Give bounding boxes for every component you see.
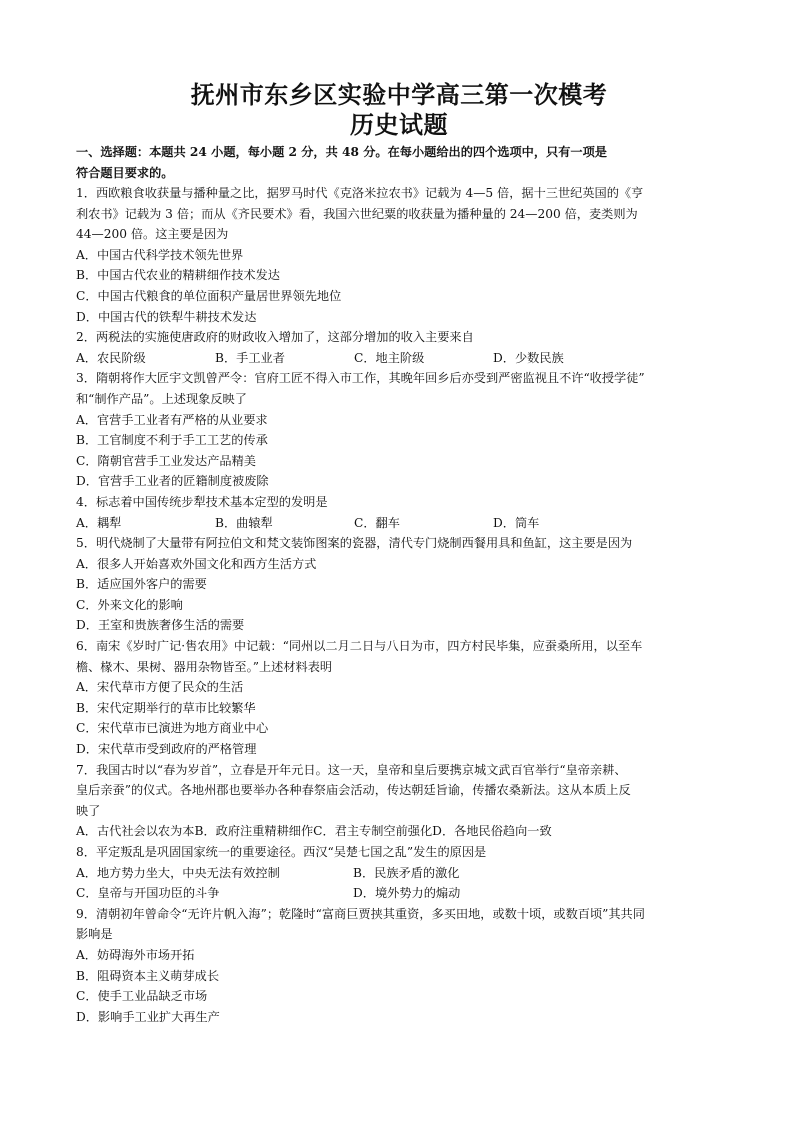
option-d[interactable]: D．中国古代的铁犁牛耕技术发达	[76, 309, 257, 324]
question-6	[76, 636, 722, 760]
question-stem: 利农书》记载为 3 倍；而从《齐民要术》看，我国六世纪粟的收获量为播种量的 24—200 倍，麦类则为	[76, 206, 638, 221]
option-d[interactable]: D．王室和贵族奢侈生活的需要	[76, 618, 245, 633]
question-stem: 6．南宋《岁时广记·售农用》中记载：“同州以二月二日与八日为市，四方村民毕集，应蚕桑所用，以至车	[76, 639, 643, 654]
section-heading: 一、选择题：本题共 24 小题，每小题 2 分，共 48 分。在每小题给出的四个选项中，只有一项是 符合题目要求的。	[76, 145, 607, 180]
question-4	[76, 492, 722, 533]
exam-title: 抚州市东乡区实验中学高三第一次模考	[190, 80, 608, 109]
option-b[interactable]: B．工官制度不利于手工工艺的传承	[76, 433, 268, 448]
question-stem: 皇后亲蚕”的仪式。各地州郡也要举办各种春祭庙会活动，传达朝廷旨谕，传播农桑新法。这从本质上反	[76, 783, 631, 798]
exam-subtitle: 历史试题	[350, 110, 448, 139]
option-c[interactable]: C．翻车	[354, 515, 400, 530]
question-stem: 檐、椽木、果树、器用杂物皆至。”上述材料表明	[76, 659, 333, 674]
option-b[interactable]: B．曲辕犁	[215, 515, 273, 530]
option-a[interactable]: A．耦犁	[76, 515, 122, 530]
option-d[interactable]: D．境外势力的煽动	[353, 886, 461, 901]
option-a[interactable]: A．很多人开始喜欢外国文化和西方生活方式	[76, 556, 317, 571]
question-1	[76, 183, 722, 327]
option-c[interactable]: C．使手工业品缺乏市场	[76, 989, 208, 1004]
options-row	[76, 863, 722, 884]
option-d[interactable]: D．影响手工业扩大再生产	[76, 1009, 220, 1024]
question-stem: 9．清朝初年曾命令“无许片帆入海”；乾隆时“富商巨贾挟其重资，多买田地，或数十顷，或数百顷”其共同	[76, 906, 645, 921]
question-stem: 1．西欧粮食收获量与播种量之比，据罗马时代《克洛米拉农书》记载为 4—5 倍，据十三世纪英国的《亨	[76, 186, 644, 200]
option-d[interactable]: D．各地民俗趋向一致	[432, 824, 552, 839]
question-7	[76, 760, 722, 842]
option-c[interactable]: C．外来文化的影响	[76, 597, 183, 612]
question-stem: 4．标志着中国传统步犁技术基本定型的发明是	[76, 494, 328, 509]
options-row	[76, 513, 722, 534]
option-b[interactable]: B．中国古代农业的精耕细作技术发达	[76, 268, 280, 283]
option-b[interactable]: B．宋代定期举行的草市比较繁华	[76, 700, 256, 715]
option-c[interactable]: C．君主专制空前强化	[313, 824, 433, 839]
option-c[interactable]: C．隋朝官营手工业发达产品精美	[76, 453, 256, 468]
option-a[interactable]: A．地方势力坐大，中央无法有效控制	[76, 865, 280, 880]
option-a[interactable]: A．古代社会以农为本	[76, 824, 195, 839]
option-d[interactable]: D．宋代草市受到政府的严格管理	[76, 742, 257, 757]
option-d[interactable]: D．少数民族	[493, 350, 564, 365]
question-stem: 和“制作产品”。上述现象反映了	[76, 391, 247, 406]
question-5	[76, 533, 722, 636]
question-stem: 44—200 倍。这主要是因为	[76, 227, 229, 242]
options-row	[76, 883, 722, 904]
question-stem: 8．平定叛乱是巩固国家统一的重要途径。西汉“吴楚七国之乱”发生的原因是	[76, 845, 487, 859]
option-d[interactable]: D．筒车	[493, 515, 540, 530]
question-stem: 3．隋朝将作大匠宇文凯曾严令：官府工匠不得入市工作，其晚年回乡后亦受到严密监视且不许“收授学徒”	[76, 371, 645, 386]
question-2	[76, 327, 722, 368]
option-a[interactable]: A．宋代草市方便了民众的生活	[76, 680, 244, 695]
question-9	[76, 904, 722, 1028]
question-stem: 5．明代烧制了大量带有阿拉伯文和梵文装饰图案的瓷器，清代专门烧制西餐用具和鱼缸，这主要是因为	[76, 536, 633, 551]
option-a[interactable]: A．妨碍海外市场开拓	[76, 947, 195, 962]
option-c[interactable]: C．中国古代粮食的单位面积产量居世界领先地位	[76, 288, 342, 303]
question-3	[76, 368, 722, 492]
option-a[interactable]: A．官营手工业者有严格的从业要求	[76, 412, 268, 427]
option-c[interactable]: C．皇帝与开国功臣的斗争	[76, 886, 220, 901]
option-c[interactable]: C．地主阶级	[354, 350, 425, 365]
options-row	[76, 348, 722, 369]
option-b[interactable]: B．手工业者	[215, 350, 285, 365]
question-stem: 2．两税法的实施使唐政府的财政收入增加了，这部分增加的收入主要来自	[76, 330, 474, 345]
option-b[interactable]: B．阻碍资本主义萌芽成长	[76, 968, 220, 983]
question-8	[76, 842, 722, 904]
options-row	[76, 821, 722, 842]
question-stem: 7．我国古时以“春为岁首”，立春是开年元日。这一天，皇帝和皇后要携京城文武百官举行“皇帝亲耕、	[76, 762, 627, 777]
option-d[interactable]: D．官营手工业者的匠籍制度被废除	[76, 474, 269, 489]
question-stem: 映了	[76, 803, 101, 818]
option-b[interactable]: B．适应国外客户的需要	[76, 577, 207, 592]
option-a[interactable]: A．农民阶级	[76, 350, 146, 365]
option-c[interactable]: C．宋代草市已演进为地方商业中心	[76, 721, 269, 736]
option-b[interactable]: B．政府注重精耕细作	[194, 824, 314, 839]
option-b[interactable]: B．民族矛盾的激化	[353, 865, 460, 880]
question-stem: 影响是	[76, 927, 113, 942]
option-a[interactable]: A．中国古代科学技术领先世界	[76, 247, 244, 262]
